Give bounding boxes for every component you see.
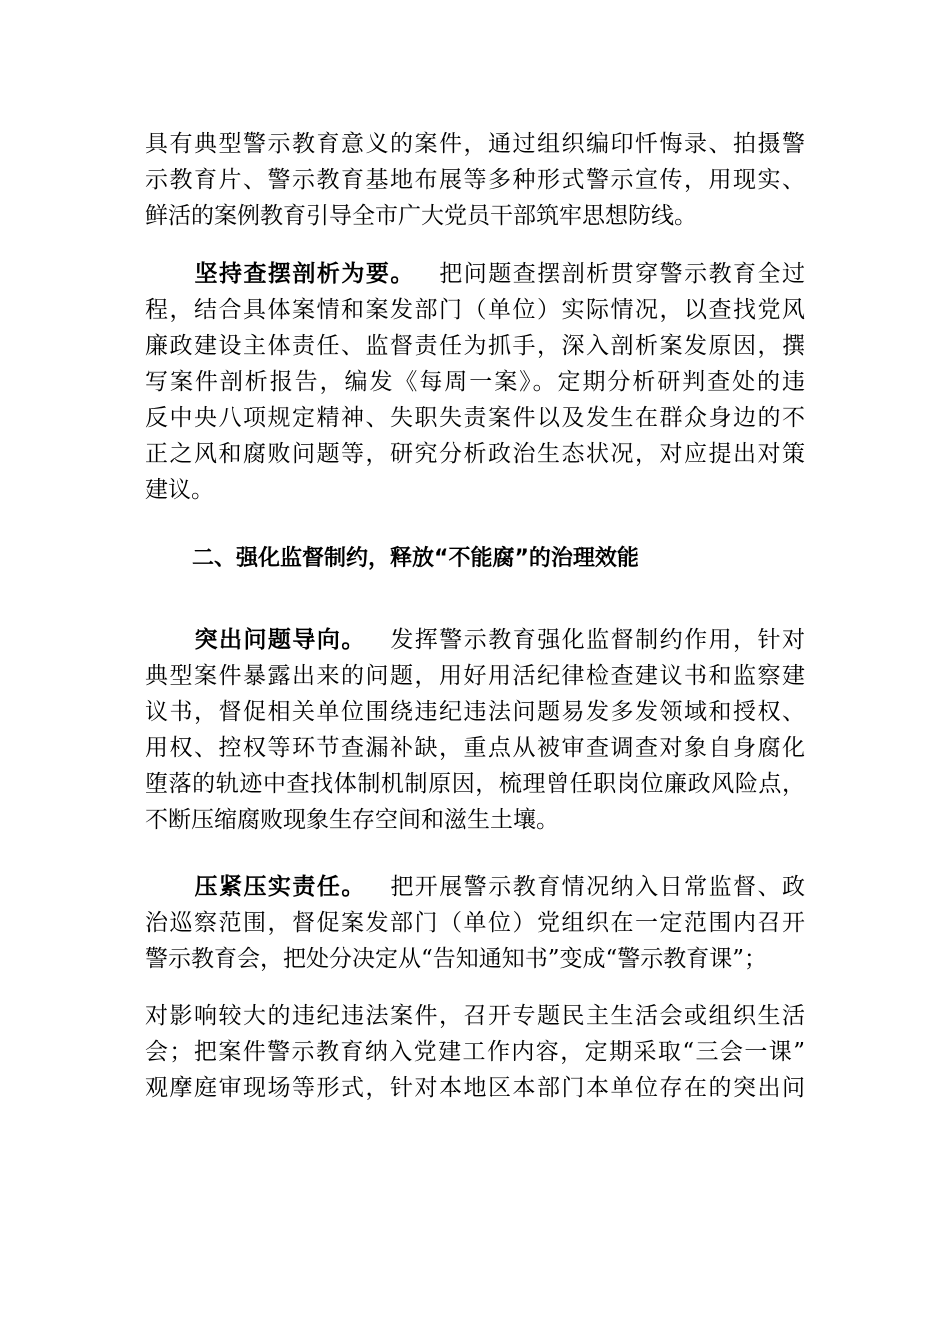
text-line: 警示教育会，把处分决定从“告知通知书”变成“警示教育课”； (145, 946, 768, 972)
text-line: 具有典型警示教育意义的案件，通过组织编印忏悔录、拍摄警 (145, 131, 805, 157)
text-line: 观摩庭审现场等形式，针对本地区本部门本单位存在的突出问 (145, 1075, 805, 1101)
text-line: 用权、控权等环节查漏补缺，重点从被审查调查对象自身腐化 (145, 735, 805, 761)
text-line: 典型案件暴露出来的问题，用好用活纪律检查建议书和监察建 (145, 663, 805, 689)
text-line: 鲜活的案例教育引导全市广大党员干部筑牢思想防线。 (145, 203, 697, 229)
text-line: 写案件剖析报告，编发《每周一案》。定期分析研判查处的违 (145, 369, 805, 395)
text-line: 会；把案件警示教育纳入党建工作内容，定期采取“三会一课” (145, 1039, 805, 1065)
text-line: 对影响较大的违纪违法案件，召开专题民主生活会或组织生活 (145, 1003, 805, 1029)
text-line: 治巡察范围，督促案发部门（单位）党组织在一定范围内召开 (145, 910, 805, 936)
section-heading: 二、强化监督制约，释放“不能腐”的治理效能 (192, 546, 639, 571)
text-line: 廉政建设主体责任、监督责任为抓手，深入剖析案发原因，撰 (145, 333, 805, 359)
text-line: 建议。 (145, 477, 214, 503)
paragraph-first-line (145, 869, 805, 905)
paragraph-first-rest: 发挥警示教育强化监督制约作用，针对 (388, 627, 806, 653)
paragraph-first-rest: 把开展警示教育情况纳入日常监督、政 (388, 874, 806, 900)
text-line: 不断压缩腐败现象生存空间和滋生土壤。 (145, 807, 559, 833)
paragraph-lead: 坚持查摆剖析为要。 (193, 260, 415, 287)
text-line: 正之风和腐败问题等，研究分析政治生态状况，对应提出对策 (145, 441, 805, 467)
paragraph-first-rest: 把问题查摆剖析贯穿警示教育全过 (437, 261, 806, 287)
paragraph-lead: 压紧压实责任。 (193, 873, 366, 900)
paragraph-first-line (145, 256, 805, 292)
paragraph-first-line (145, 622, 805, 658)
paragraph-lead: 突出问题导向。 (193, 626, 366, 653)
text-line: 反中央八项规定精神、失职失责案件以及发生在群众身边的不 (145, 405, 805, 431)
text-line: 示教育片、警示教育基地布展等多种形式警示宣传，用现实、 (145, 167, 805, 193)
text-line: 议书，督促相关单位围绕违纪违法问题易发多发领域和授权、 (145, 699, 805, 725)
text-line: 堕落的轨迹中查找体制机制原因，梳理曾任职岗位廉政风险点， (145, 771, 805, 797)
text-line: 程，结合具体案情和案发部门（单位）实际情况，以查找党风 (145, 297, 805, 323)
